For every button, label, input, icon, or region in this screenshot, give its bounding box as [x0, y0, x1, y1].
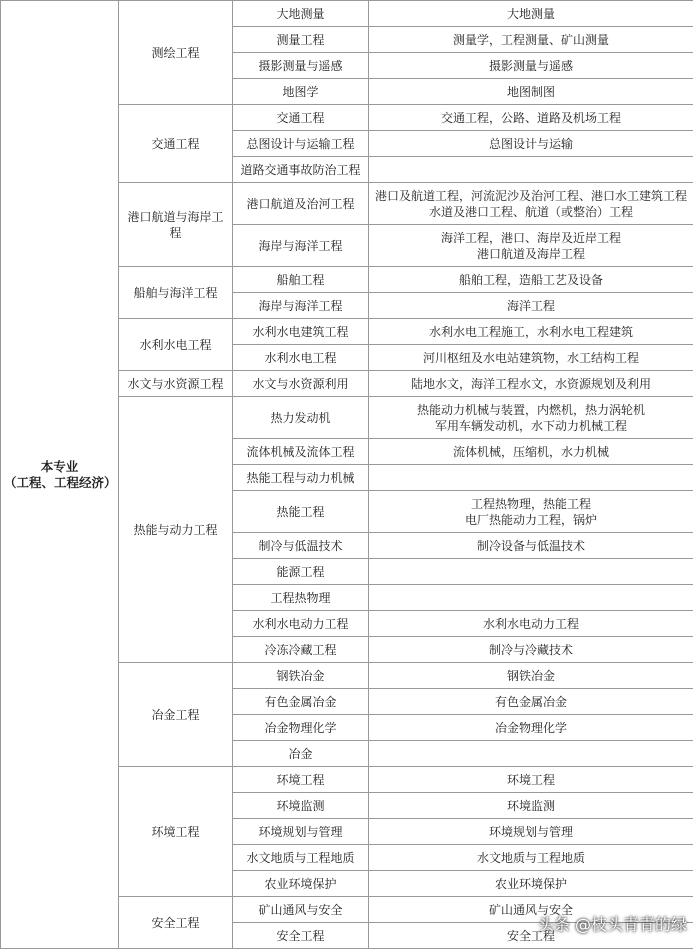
major-cell: 地图学 [233, 79, 369, 105]
old-major-cell [369, 267, 693, 293]
section-cell [1, 1, 119, 949]
old-major-line: 水利水电工程施工，水利水电工程建筑 [372, 324, 690, 340]
old-major-line: 地图制图 [372, 84, 690, 100]
watermark: 头条 @枝头青青的绿 [538, 912, 687, 935]
section-title: 本专业 [4, 459, 115, 475]
old-major-line: 矿山通风与安全 [372, 902, 690, 918]
old-major-line: 海洋工程，港口、海岸及近岸工程 [372, 230, 690, 246]
old-major-line: 水利水电动力工程 [372, 616, 690, 632]
old-major-line: 测量学，工程测量、矿山测量 [372, 32, 690, 48]
major-cell: 安全工程 [233, 923, 369, 949]
old-major-line: 港口及航道工程，河流泥沙及治河工程、港口水工建筑工程 [372, 188, 690, 204]
old-major-cell [369, 689, 693, 715]
old-major-line: 海洋工程 [372, 298, 690, 314]
major-cell: 钢铁冶金 [233, 663, 369, 689]
major-cell: 能源工程 [233, 559, 369, 585]
major-cell: 热能工程与动力机械 [233, 465, 369, 491]
category-cell: 水文与水资源工程 [119, 371, 233, 397]
category-cell: 冶金工程 [119, 663, 233, 767]
category-cell: 安全工程 [119, 897, 233, 949]
major-cell: 道路交通事故防治工程 [233, 157, 369, 183]
old-major-cell [369, 27, 693, 53]
old-major-line: 环境工程 [372, 772, 690, 788]
major-cell: 冶金 [233, 741, 369, 767]
major-cell: 水利水电建筑工程 [233, 319, 369, 345]
old-major-cell [369, 79, 693, 105]
old-major-line: 军用车辆发动机，水下动力机械工程 [372, 418, 690, 434]
old-major-line: 河川枢纽及水电站建筑物，水工结构工程 [372, 350, 690, 366]
old-major-cell [369, 105, 693, 131]
old-major-cell [369, 767, 693, 793]
major-cell: 矿山通风与安全 [233, 897, 369, 923]
old-major-cell [369, 225, 693, 267]
old-major-line: 流体机械，压缩机，水力机械 [372, 444, 690, 460]
major-cell: 流体机械及流体工程 [233, 439, 369, 465]
old-major-line: 总图设计与运输 [372, 136, 690, 152]
major-cell: 环境工程 [233, 767, 369, 793]
old-major-cell [369, 611, 693, 637]
table-row [1, 1, 693, 27]
old-major-cell [369, 1, 693, 27]
old-major-cell [369, 465, 693, 491]
major-cell: 港口航道及治河工程 [233, 183, 369, 225]
old-major-cell [369, 533, 693, 559]
old-major-cell [369, 397, 693, 439]
category-cell: 测绘工程 [119, 1, 233, 105]
old-major-cell [369, 157, 693, 183]
old-major-cell [369, 183, 693, 225]
major-cell: 水利水电动力工程 [233, 611, 369, 637]
old-major-cell [369, 637, 693, 663]
category-cell: 交通工程 [119, 105, 233, 183]
major-cell: 制冷与低温技术 [233, 533, 369, 559]
old-major-cell [369, 371, 693, 397]
section-subtitle: （工程、工程经济） [4, 475, 115, 491]
major-cell: 大地测量 [233, 1, 369, 27]
old-major-line: 水道及港口工程、航道（或整治）工程 [372, 204, 690, 220]
major-cell: 水文地质与工程地质 [233, 845, 369, 871]
category-cell: 船舶与海洋工程 [119, 267, 233, 319]
major-cell: 海岸与海洋工程 [233, 293, 369, 319]
major-cell: 交通工程 [233, 105, 369, 131]
old-major-cell [369, 131, 693, 157]
major-cell: 海岸与海洋工程 [233, 225, 369, 267]
table-body [1, 1, 693, 949]
major-cell: 环境监测 [233, 793, 369, 819]
old-major-line: 热能动力机械与装置，内燃机，热力涡轮机 [372, 402, 690, 418]
major-cell: 工程热物理 [233, 585, 369, 611]
old-major-line: 冶金物理化学 [372, 720, 690, 736]
old-major-cell [369, 793, 693, 819]
old-major-cell [369, 871, 693, 897]
category-cell: 港口航道与海岸工程 [119, 183, 233, 267]
old-major-line: 水文地质与工程地质 [372, 850, 690, 866]
major-cell: 冶金物理化学 [233, 715, 369, 741]
old-major-cell [369, 585, 693, 611]
old-major-cell [369, 663, 693, 689]
old-major-cell [369, 491, 693, 533]
old-major-line: 环境规划与管理 [372, 824, 690, 840]
old-major-line: 有色金属冶金 [372, 694, 690, 710]
major-cell: 船舶工程 [233, 267, 369, 293]
old-major-line: 陆地水文，海洋工程水文，水资源规划及利用 [372, 376, 690, 392]
old-major-cell [369, 819, 693, 845]
major-cell: 冷冻冷藏工程 [233, 637, 369, 663]
old-major-cell [369, 559, 693, 585]
major-cell: 环境规划与管理 [233, 819, 369, 845]
major-cell: 水文与水资源利用 [233, 371, 369, 397]
old-major-line: 制冷设备与低温技术 [372, 538, 690, 554]
category-cell: 热能与动力工程 [119, 397, 233, 663]
category-cell: 环境工程 [119, 767, 233, 897]
major-cell: 摄影测量与遥感 [233, 53, 369, 79]
old-major-cell [369, 319, 693, 345]
old-major-line: 大地测量 [372, 6, 690, 22]
major-cell: 测量工程 [233, 27, 369, 53]
old-major-cell [369, 53, 693, 79]
old-major-line: 安全工程 [372, 928, 690, 944]
old-major-cell [369, 345, 693, 371]
old-major-line: 交通工程，公路、道路及机场工程 [372, 110, 690, 126]
major-cell: 总图设计与运输工程 [233, 131, 369, 157]
major-cell: 热能工程 [233, 491, 369, 533]
old-major-line: 制冷与冷藏技术 [372, 642, 690, 658]
old-major-line: 摄影测量与遥感 [372, 58, 690, 74]
old-major-cell [369, 293, 693, 319]
old-major-line: 船舶工程，造船工艺及设备 [372, 272, 690, 288]
old-major-cell [369, 741, 693, 767]
old-major-line: 港口航道及海岸工程 [372, 246, 690, 262]
old-major-line: 钢铁冶金 [372, 668, 690, 684]
major-cell: 农业环境保护 [233, 871, 369, 897]
old-major-line: 电厂热能动力工程，锅炉 [372, 512, 690, 528]
major-cell: 有色金属冶金 [233, 689, 369, 715]
old-major-cell [369, 715, 693, 741]
old-major-line: 工程热物理，热能工程 [372, 496, 690, 512]
category-cell: 水利水电工程 [119, 319, 233, 371]
old-major-cell [369, 845, 693, 871]
old-major-line: 农业环境保护 [372, 876, 690, 892]
major-cell: 水利水电工程 [233, 345, 369, 371]
major-cell: 热力发动机 [233, 397, 369, 439]
old-major-line: 环境监测 [372, 798, 690, 814]
old-major-cell [369, 439, 693, 465]
